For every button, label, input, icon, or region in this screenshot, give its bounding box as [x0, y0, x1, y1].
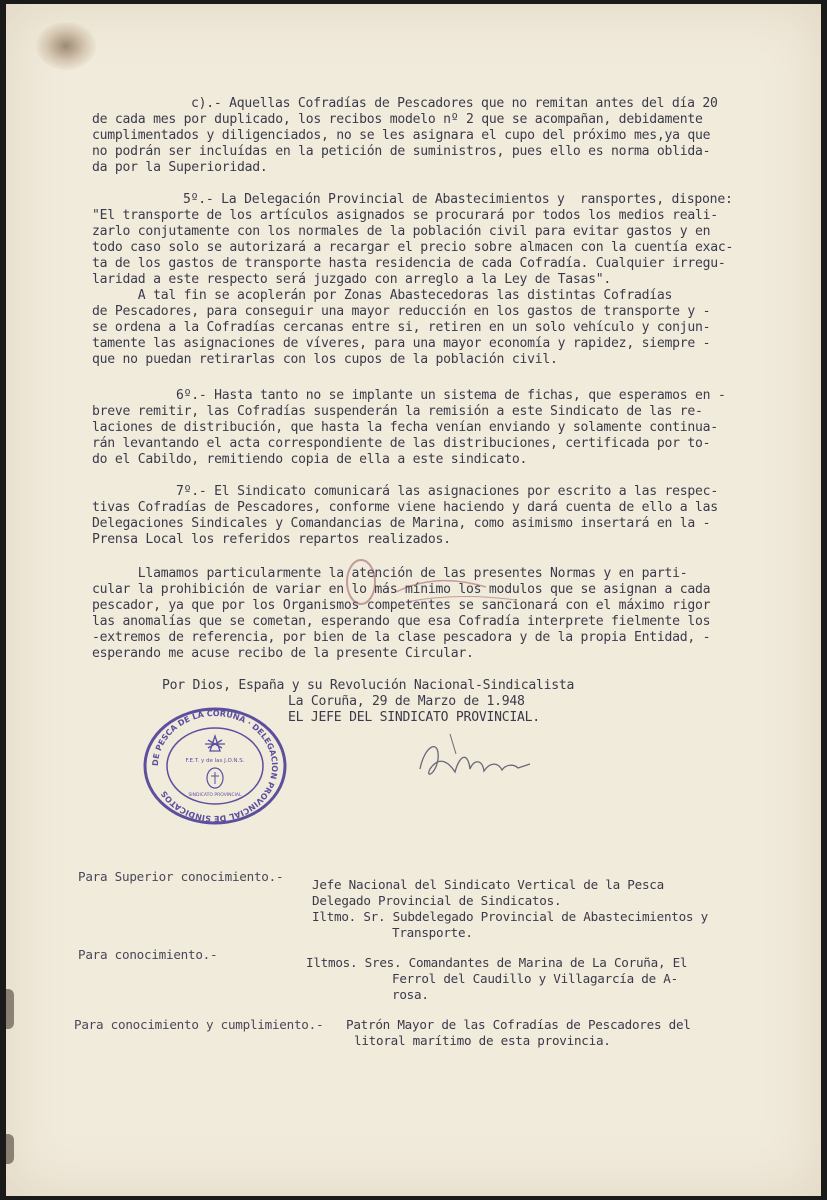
recipient-line: Iltmo. Sr. Subdelegado Provincial de Abastecimientos y [312, 909, 708, 924]
text-line: rán levantando el acta correspondiente de las distribuciones, certificada por to- [92, 436, 711, 451]
text-line: Prensa Local los referidos repartos realizados. [92, 532, 451, 547]
text-line: 6º.- Hasta tanto no se implante un sistema de fichas, que esperamos en - [176, 388, 726, 403]
text-line: esperando me acuse recibo de la presente Circular. [92, 646, 474, 661]
text-line: se ordena a la Cofradías cercanas entre si, retiren en un solo vehículo y conjun- [92, 320, 711, 335]
text-line: cular la prohibición de variar en lo más mínimo los modulos que se asignan a cada [92, 582, 711, 597]
text-line: tamente las asignaciones de víveres, para una mayor economía y rapidez, siempre - [92, 336, 711, 351]
recipient-line: litoral marítimo de esta provincia. [354, 1033, 611, 1048]
text-line: que no puedan retirarlas con los cupos de la población civil. [92, 352, 558, 367]
text-line: -extremos de referencia, por bien de la clase pescadora y de la propia Entidad, - [92, 630, 711, 645]
motto: Por Dios, España y su Revolución Nacional-Sindicalista [162, 678, 575, 693]
text-line: todo caso solo se autorizará a recargar el precio sobre almacen con la cuentía exac- [92, 240, 734, 255]
distribution-label: Para conocimiento.- [78, 947, 218, 962]
text-line: de Pescadores, para conseguir una mayor reducción en los gastos de transporte y - [92, 304, 711, 319]
text-line: Delegaciones Sindicales y Comandancias de Marina, como asimismo insertará en la - [92, 516, 711, 531]
text-line: pescador, ya que por los Organismos competentes se sancionará con el máximo rigor [92, 598, 711, 613]
svg-text:DE PESCA DE LA CORUÑA · DELEGA [151, 709, 279, 823]
recipient-line: Patrón Mayor de las Cofradías de Pescadores del [346, 1017, 691, 1032]
handwritten-signature [410, 724, 550, 794]
text-line: las anomalías que se cometan, esperando que esa Cofradía interprete fielmente los [92, 614, 711, 629]
stamp-inner-bottom: SINDICATO PROVINCIAL [188, 793, 242, 798]
text-line: de cada mes por duplicado, los recibos modelo nº 2 que se acompañan, debidamente [92, 112, 703, 127]
text-line: zarlo conjutamente con los normales de la población civil para evitar gastos y en [92, 224, 711, 239]
text-line: c).- Aquellas Cofradías de Pescadores que no remitan antes del día 20 [191, 96, 718, 111]
document-page [6, 4, 821, 1196]
text-line: do el Cabildo, remitiendo copia de ella a este sindicato. [92, 452, 528, 467]
recipient-line: Ferrol del Caudillo y Villagarcía de A- [392, 971, 678, 986]
text-line: 7º.- El Sindicato comunicará las asignaciones por escrito a las respec- [176, 484, 718, 499]
distribution-label: Para Superior conocimiento.- [78, 869, 284, 884]
recipient-line: Iltmos. Sres. Comandantes de Marina de La Coruña, El [306, 955, 688, 970]
recipient-line: Jefe Nacional del Sindicato Vertical de la Pesca [312, 877, 664, 892]
text-line: Llamamos particularmente la atención de las presentes Normas y en parti- [92, 566, 688, 581]
recipient-line: Delegado Provincial de Sindicatos. [312, 893, 562, 908]
recipient-line: Transporte. [392, 925, 473, 940]
stamp-inner-text: F.E.T. y de las J.O.N.S. [185, 758, 245, 764]
text-line: tivas Cofradías de Pescadores, conforme viene haciendo y dará cuenta de ello a las [92, 500, 718, 515]
binding-mark [6, 989, 14, 1029]
distribution-label: Para conocimiento y cumplimiento.- [74, 1017, 324, 1032]
text-line: cumplimentados y diligenciados, no se les asignara el cupo del próximo mes,ya que [92, 128, 711, 143]
recipient-line: rosa. [392, 987, 429, 1002]
text-line: ta de los gastos de transporte hasta residencia de cada Cofradía. Cualquier irregu- [92, 256, 726, 271]
text-line: laciones de distribución, que hasta la fecha venían enviando y solamente continua- [92, 420, 718, 435]
text-line: "El transporte de los artículos asignados se procurará por todos los medios reali- [92, 208, 718, 223]
text-line: breve remitir, las Cofradías suspenderán la remisión a este Sindicato de las re- [92, 404, 703, 419]
ink-stain [36, 22, 96, 70]
signer-title: EL JEFE DEL SINDICATO PROVINCIAL. [288, 710, 540, 725]
text-line: 5º.- La Delegación Provincial de Abastecimientos y ransportes, dispone: [183, 192, 733, 207]
binding-mark [6, 1134, 14, 1164]
official-stamp [140, 706, 290, 826]
stamp-ring-text: DE PESCA DE LA CORUÑA · DELEGACION PROVINCIAL DE SINDICATOS [150, 708, 280, 824]
place-date: La Coruña, 29 de Marzo de 1.948 [288, 694, 525, 709]
text-line: A tal fin se acoplerán por Zonas Abastecedoras las distintas Cofradías [92, 288, 673, 303]
text-line: no podrán ser incluídas en la petición de suministros, pues ello es norma oblida- [92, 144, 711, 159]
text-line: laridad a este respecto será juzgado con arreglo a la Ley de Tasas". [92, 272, 612, 287]
faint-seal-watermark [336, 552, 536, 622]
text-line: da por la Superioridad. [92, 160, 268, 175]
